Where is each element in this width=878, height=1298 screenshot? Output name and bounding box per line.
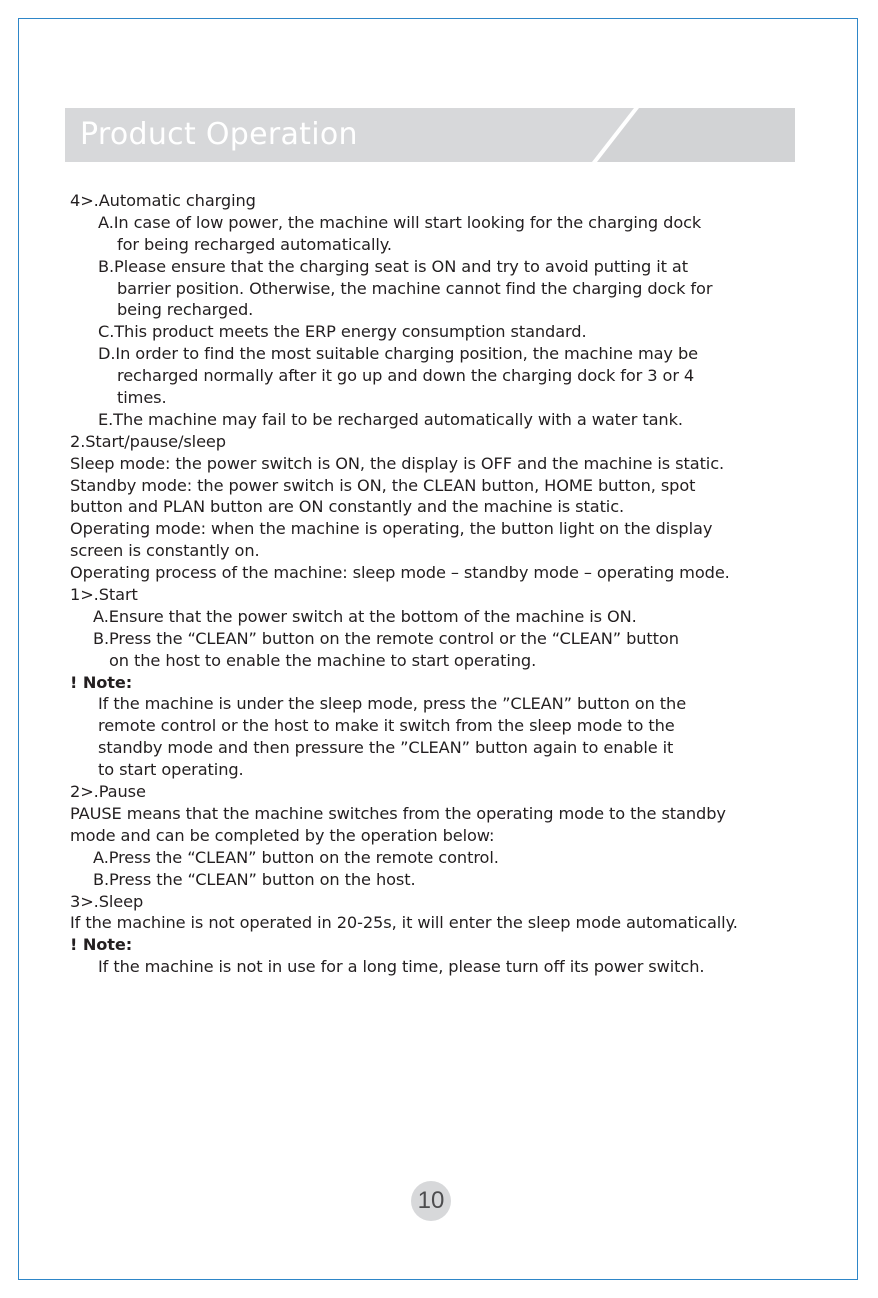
text-line: D.In order to find the most suitable charging position, the machine may be	[98, 344, 698, 364]
text-line: Operating process of the machine: sleep mode – standby mode – operating mode.	[70, 563, 730, 583]
text-line: being recharged.	[117, 300, 254, 320]
text-line: A.Ensure that the power switch at the bottom of the machine is ON.	[93, 606, 637, 626]
text-line: Operating mode: when the machine is operating, the button light on the display	[70, 519, 713, 539]
text-line: mode and can be completed by the operation below:	[70, 825, 495, 845]
text-line: Sleep mode: the power switch is ON, the display is OFF and the machine is static.	[70, 453, 725, 473]
heading-start-pause-sleep: 2.Start/pause/sleep	[70, 431, 226, 451]
text-line: remote control or the host to make it switch from the sleep mode to the	[98, 716, 675, 736]
text-line: standby mode and then pressure the ”CLEAN” button again to enable it	[98, 738, 674, 758]
body-text	[70, 190, 810, 978]
text-line: PAUSE means that the machine switches from the operating mode to the standby	[70, 803, 726, 823]
text-line: B.Press the “CLEAN” button on the remote control or the “CLEAN” button	[93, 628, 679, 648]
text-line: C.This product meets the ERP energy consumption standard.	[98, 322, 587, 342]
text-line: E.The machine may fail to be recharged automatically with a water tank.	[98, 409, 683, 429]
text-line: If the machine is under the sleep mode, press the ”CLEAN” button on the	[98, 694, 687, 714]
text-line: times.	[117, 388, 167, 408]
note-label: ! Note:	[70, 672, 133, 692]
note-label: ! Note:	[70, 935, 133, 955]
text-line: recharged normally after it go up and down the charging dock for 3 or 4	[117, 366, 695, 386]
heading-start: 1>.Start	[70, 585, 138, 605]
page-number: 10	[411, 1181, 451, 1221]
text-line: B.Please ensure that the charging seat is ON and try to avoid putting it at	[98, 256, 688, 276]
text-line: B.Press the “CLEAN” button on the host.	[93, 869, 416, 889]
text-line: for being recharged automatically.	[117, 234, 392, 254]
text-line: A.In case of low power, the machine will start looking for the charging dock	[98, 212, 702, 232]
text-line: to start operating.	[98, 760, 244, 780]
heading-pause: 2>.Pause	[70, 782, 146, 802]
text-line: If the machine is not operated in 20-25s, it will enter the sleep mode automatically.	[70, 913, 738, 933]
text-line: Standby mode: the power switch is ON, the CLEAN button, HOME button, spot	[70, 475, 696, 495]
section-banner	[65, 108, 795, 162]
page-title: Product Operation	[80, 117, 358, 152]
text-line: button and PLAN button are ON constantly and the machine is static.	[70, 497, 625, 517]
text-line: screen is constantly on.	[70, 541, 260, 561]
text-line: If the machine is not in use for a long time, please turn off its power switch.	[98, 957, 705, 977]
text-line: A.Press the “CLEAN” button on the remote control.	[93, 847, 499, 867]
text-line: barrier position. Otherwise, the machine cannot find the charging dock for	[117, 278, 713, 298]
heading-automatic-charging: 4>.Automatic charging	[70, 191, 256, 210]
text-line: on the host to enable the machine to start operating.	[109, 650, 537, 670]
heading-sleep: 3>.Sleep	[70, 891, 144, 911]
